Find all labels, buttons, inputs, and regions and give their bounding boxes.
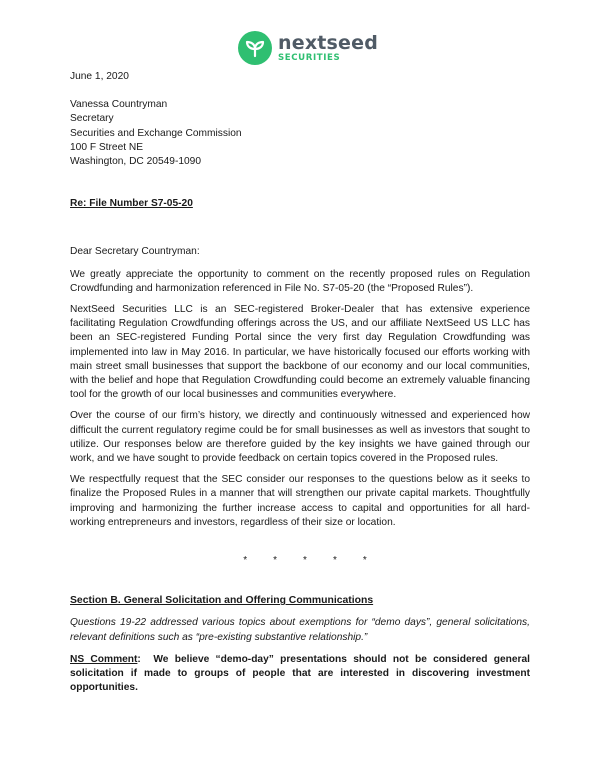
- salutation: Dear Secretary Countryman:: [70, 246, 200, 258]
- section-separator: [70, 554, 530, 568]
- logo-subtitle: SECURITIES: [278, 52, 341, 63]
- recipient-city: Washington, DC 20549-1090: [70, 156, 202, 168]
- sprout-icon: [238, 31, 272, 65]
- paragraph: We greatly appreciate the opportunity to comment on the recently proposed rules on Regulation Crowdfunding and harmonization referenced in File No. S7-05-20 (the “Proposed Rules”).: [70, 268, 530, 294]
- separator-star: *: [273, 555, 278, 567]
- paragraph: Over the course of our firm’s history, we directly and continuously witnessed and experienced how difficult the current regulatory regime could be for small businesses as well as investors that sought to utilize. Our responses below are therefore guided by the key insights we have gained through our work, and we have sought to provide feedback on certain topics covered in the Proposed rules.: [70, 410, 530, 465]
- recipient-title: Secretary: [70, 113, 114, 125]
- recipient-organization: Securities and Exchange Commission: [70, 127, 242, 139]
- letter-date: June 1, 2020: [70, 71, 129, 82]
- separator-star: *: [332, 555, 337, 567]
- comment-label: NS Comment: [70, 653, 138, 665]
- recipient-street: 100 F Street NE: [70, 141, 144, 153]
- section-question: Questions 19-22 addressed various topics about exemptions for “demo days”, general solicitations, relevant definitions such as “pre-existing substantive relationship.”: [70, 617, 530, 643]
- comment-colon: :: [137, 653, 141, 665]
- nextseed-logo: [238, 30, 378, 66]
- recipient-name: Vanessa Countryman: [70, 99, 168, 111]
- paragraph: NextSeed Securities LLC is an SEC-registered Broker-Dealer that has extensive experience facilitating Regulation Crowdfunding offerings across the US, and our affiliate NextSeed US LLC has been an SEC-registered Funding Portal since the very first day Regulation Crowdfunding was implemented into law in May 2016. In particular, we have historically focused our efforts working with main street small businesses that support the backbone of our economy and our local communities, with the belief and hope that Regulation Crowdfunding could become an extremely valuable financing tool for the growth of our local businesses and communities everywhere.: [70, 304, 530, 401]
- logo-name: nextseed: [278, 31, 379, 54]
- section-heading: Section B. General Solicitation and Offering Communications: [70, 595, 374, 607]
- letter-body: [70, 70, 533, 696]
- separator-star: *: [243, 555, 248, 567]
- separator-star: *: [303, 555, 307, 567]
- paragraph: We respectfully request that the SEC consider our responses to the questions below as it seeks to finalize the Proposed Rules in a manner that will strengthen our private capital markets. Thoughtfully improving and harmonizing the further increase access to capital and opportunities for all hard-working entrepreneurs and investors, regardless of their size or location.: [70, 474, 530, 528]
- re-line: Re: File Number S7-05-20: [70, 198, 193, 210]
- recipient-address: [70, 98, 530, 169]
- separator-star: *: [362, 555, 367, 567]
- ns-comment: [70, 653, 533, 696]
- comment-text: We believe “demo-day” presentations should not be considered general solicitation if made to groups of people that are interested in discovering investment opportunities.: [70, 653, 533, 694]
